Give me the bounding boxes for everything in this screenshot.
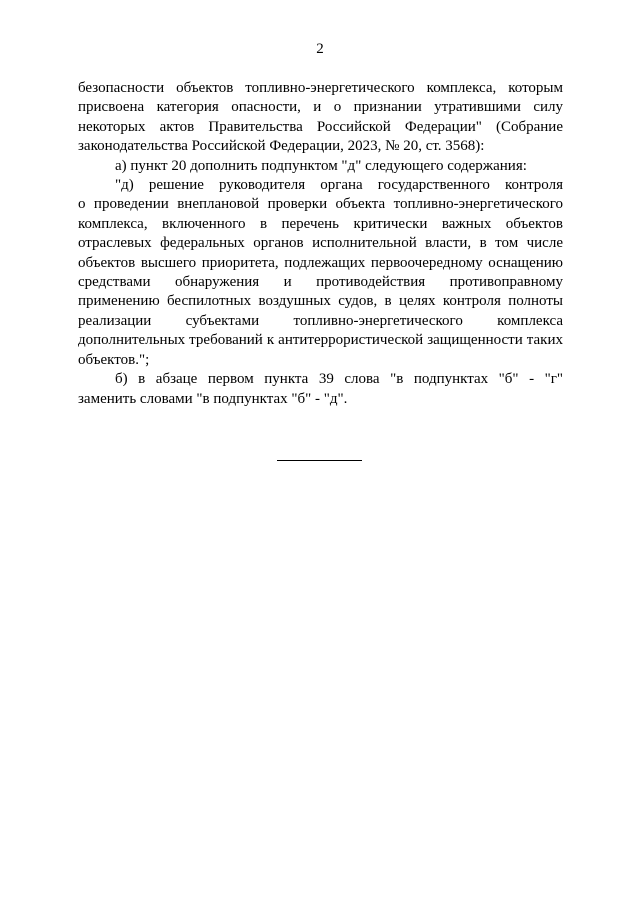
paragraph-item-b [78, 370, 563, 409]
text-line: применению беспилотных воздушных судов, в целях контроля полноты [78, 293, 563, 310]
text-line: объектов."; [78, 351, 150, 368]
paragraph-continuation [78, 79, 563, 157]
paragraph-item-a [78, 157, 563, 176]
text-line: средствами обнаружения и противодействия противоправному [78, 274, 563, 291]
text-line: объектов высшего приоритета, подлежащих первоочередному оснащению [78, 254, 563, 271]
text-line: заменить словами "в подпунктах "б" - "д". [78, 390, 348, 407]
text-line: дополнительных требований к антитеррористической защищенности таких [78, 332, 563, 349]
text-line: о проведении внеплановой проверки объекта топливно-энергетического [78, 196, 563, 213]
paragraph-item-d [78, 176, 563, 370]
text-line: законодательства Российской Федерации, 2023, № 20, ст. 3568): [78, 138, 485, 155]
text-line: б) в абзаце первом пункта 39 слова "в подпунктах "б" - "г" [115, 371, 563, 388]
text-line: безопасности объектов топливно-энергетического комплекса, которым [78, 80, 563, 96]
text-line: а) пункт 20 дополнить подпунктом "д" следующего содержания: [115, 157, 527, 174]
text-line: "д) решение руководителя органа государственного контроля [115, 177, 563, 194]
text-line: отраслевых федеральных органов исполнительной власти, в том числе [78, 235, 563, 252]
text-line: реализации субъектами топливно-энергетического комплекса [78, 312, 563, 329]
page-number: 2 [316, 41, 324, 57]
text-line: некоторых актов Правительства Российской Федерации" (Собрание [78, 118, 563, 135]
end-of-document-rule [277, 460, 362, 461]
text-line: комплекса, включенного в перечень критически важных объектов [78, 215, 563, 232]
document-body [78, 79, 563, 409]
text-line: присвоена категория опасности, и о признании утратившими силу [78, 99, 563, 116]
